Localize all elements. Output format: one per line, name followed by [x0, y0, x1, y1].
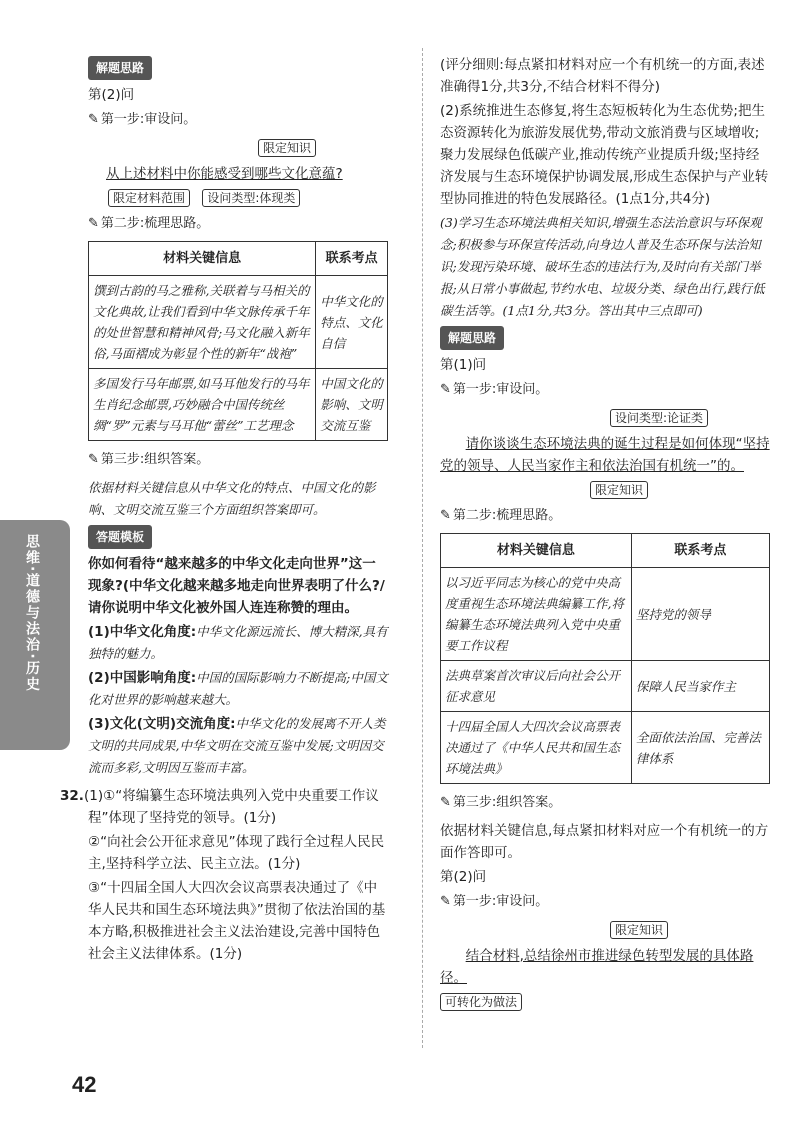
table-row	[89, 276, 388, 369]
table-header: 联系考点	[631, 534, 769, 568]
tag-row-bottom	[440, 479, 770, 501]
step-two-label: 第二步:梳理思路。	[452, 508, 562, 523]
table-header: 联系考点	[316, 242, 388, 276]
answer-part-2: (2)系统推进生态修复,将生态短板转化为生态优势;把生态资源转化为旅游发展优势,带动文旅消费与区域增收;聚力发展绿色低碳产业,推动传统产业提质升级;坚持经济发展与生态环境保护协调发展,形成生态保护与产业转型协同推进的特色发展路径。(1点1分,共4分)	[440, 103, 769, 207]
question-text: 请你谈谈生态环境法典的诞生过程是如何体现“坚持党的领导、人民当家作主和依法治国有机统一”的。	[440, 436, 770, 474]
step-one-label: 第一步:审设问。	[100, 112, 197, 127]
tag-question-type: 设问类型:体现类	[202, 189, 300, 207]
table-cell-point: 中华文化的特点、文化自信	[316, 276, 388, 369]
template-item	[88, 621, 388, 665]
question-part-label: 第(1)问	[440, 357, 487, 373]
tag-limit-knowledge: 限定知识	[258, 139, 316, 157]
pen-icon: ✎	[440, 894, 451, 909]
table-row	[441, 661, 770, 712]
key-info-table	[88, 241, 388, 441]
table-cell-info: 十四届全国人大四次会议高票表决通过了《中华人民共和国生态环境法典》	[441, 712, 632, 784]
tag-limit-knowledge: 限定知识	[610, 921, 668, 939]
template-item	[88, 667, 388, 711]
table-cell-info: 以习近平同志为核心的党中央高度重视生态环境法典编纂工作,将编纂生态环境法典列入党中央重要工作议程	[441, 568, 632, 661]
step-two	[88, 213, 388, 235]
pen-icon: ✎	[88, 452, 99, 467]
template-item	[88, 713, 388, 779]
table-cell-point: 全面依法治国、完善法律体系	[631, 712, 769, 784]
section-heading-template: 答题模板	[88, 525, 152, 549]
step-one-b	[440, 891, 770, 913]
template-item-head: (2)中国影响角度:	[88, 670, 197, 686]
answer-part-3: (3)学习生态环境法典相关知识,增强生态法治意识与环保观念;积极参与环保宣传活动,向身边人普及生态环保与法治知识;发现污染环境、破坏生态的违法行为,及时向有关部门举报;从日常小事做起,节约水电、垃圾分类、绿色出行,践行低碳生活等。(1点1分,共3分。答出其中三点即可)	[440, 215, 765, 318]
pen-icon: ✎	[440, 795, 451, 810]
table-cell-info: 法典草案首次审议后向社会公开征求意见	[441, 661, 632, 712]
step-three-text: 依据材料关键信息从中华文化的特点、中国文化的影响、文明交流互鉴三个方面组织答案即可。	[88, 480, 376, 517]
key-info-table	[440, 533, 770, 784]
table-cell-info: 馔到古韵的马之雅称,关联着与马相关的文化典故,让我们看到中华文脉传承千年的处世智慧和精神风骨;马文化融入新年俗,马面褶成为彰显个性的新年“战袍”	[89, 276, 316, 369]
table-row	[441, 568, 770, 661]
column-divider	[422, 48, 424, 1048]
step-two	[440, 505, 770, 527]
answer-32-item: ③“十四届全国人大四次会议高票表决通过了《中华人民共和国生态环境法典》”贯彻了依法治国的基本方略,积极推进社会主义法治建设,完善中国特色社会主义法律体系。(1分)	[88, 880, 386, 962]
question-number: 32.	[60, 788, 84, 804]
tag-row-top	[440, 919, 770, 941]
tag-limit-material: 限定材料范围	[108, 189, 190, 207]
step-one-label: 第一步:审设问。	[452, 382, 549, 397]
step-three-label: 第三步:组织答案。	[100, 452, 210, 467]
subject-sidebar-tab	[0, 520, 70, 750]
score-note: (评分细则:每点紧扣材料对应一个有机统一的方面,表述准确得1分,共3分,不结合材料不得分)	[440, 57, 765, 95]
pen-icon: ✎	[88, 112, 99, 127]
table-header: 材料关键信息	[441, 534, 632, 568]
tag-answer-type: 可转化为做法	[440, 993, 522, 1011]
table-cell-info: 多国发行马年邮票,如马耳他发行的马年生肖纪念邮票,巧妙融合中国传统丝绸“罗”元素与马耳他“蕾丝”工艺理念	[89, 369, 316, 441]
section-heading-analysis-right: 解题思路	[440, 326, 504, 350]
tag-row-top	[88, 137, 388, 159]
template-item-head: (1)中华文化角度:	[88, 624, 197, 640]
template-item-body: 中华文化源远流长、博大精深,具有独特的魅力。	[88, 624, 388, 661]
table-cell-point: 坚持党的领导	[631, 568, 769, 661]
table-cell-point: 保障人民当家作主	[631, 661, 769, 712]
question-text: 结合材料,总结徐州市推进绿色转型发展的具体路径。	[440, 948, 754, 986]
pen-icon: ✎	[88, 216, 99, 231]
pen-icon: ✎	[440, 508, 451, 523]
section-heading-analysis: 解题思路	[88, 56, 152, 80]
step-one	[440, 379, 770, 401]
table-header: 材料关键信息	[89, 242, 316, 276]
tag-question-type: 设问类型:论证类	[610, 409, 708, 427]
tag-limit-knowledge: 限定知识	[590, 481, 648, 499]
sidebar-label: 思维·道德与法治·历史	[24, 534, 40, 693]
table-row	[441, 712, 770, 784]
template-item-head: (3)文化(文明)交流角度:	[88, 716, 236, 732]
question-part-label: 第(2)问	[440, 869, 487, 885]
tag-row-top	[440, 407, 770, 429]
question-text: 从上述材料中你能感受到哪些文化意蕴?	[106, 166, 343, 182]
answer-32-item: ②“向社会公开征求意见”体现了践行全过程人民民主,坚持科学立法、民主立法。(1分)	[88, 834, 385, 872]
pen-icon: ✎	[440, 382, 451, 397]
tag-row-bottom	[88, 187, 388, 209]
template-question: 你如何看待“越来越多的中华文化走向世界”这一现象?(中华文化越来越多地走向世界表明了什么?/请你说明中华文化被外国人连连称赞的理由。	[88, 556, 385, 616]
question-part-label: 第(2)问	[88, 87, 135, 103]
tag-row-bottom	[440, 991, 770, 1013]
template-item-body: 中国的国际影响力不断提高;中国文化对世界的影响越来越大。	[88, 670, 388, 707]
step-one-label: 第一步:审设问。	[452, 894, 549, 909]
step-two-label: 第二步:梳理思路。	[100, 216, 210, 231]
step-three	[440, 792, 770, 814]
left-column	[60, 54, 388, 967]
answer-text: (1)①“将编纂生态环境法典列入党中央重要工作议程”体现了坚持党的领导。(1分)	[84, 788, 379, 826]
step-three-text: 依据材料关键信息,每点紧扣材料对应一个有机统一的方面作答即可。	[440, 823, 769, 861]
step-one	[88, 109, 388, 131]
page-number: 42	[72, 1072, 97, 1097]
step-three	[88, 449, 388, 471]
table-cell-point: 中国文化的影响、文明交流互鉴	[316, 369, 388, 441]
template-item-body: 中华文化的发展离不开人类文明的共同成果,中华文明在交流互鉴中发展;文明因交流而多彩,文明因互鉴而丰富。	[88, 716, 386, 775]
answer-32-item	[60, 785, 388, 829]
table-row	[89, 369, 388, 441]
right-column	[440, 54, 770, 1017]
step-three-label: 第三步:组织答案。	[452, 795, 562, 810]
